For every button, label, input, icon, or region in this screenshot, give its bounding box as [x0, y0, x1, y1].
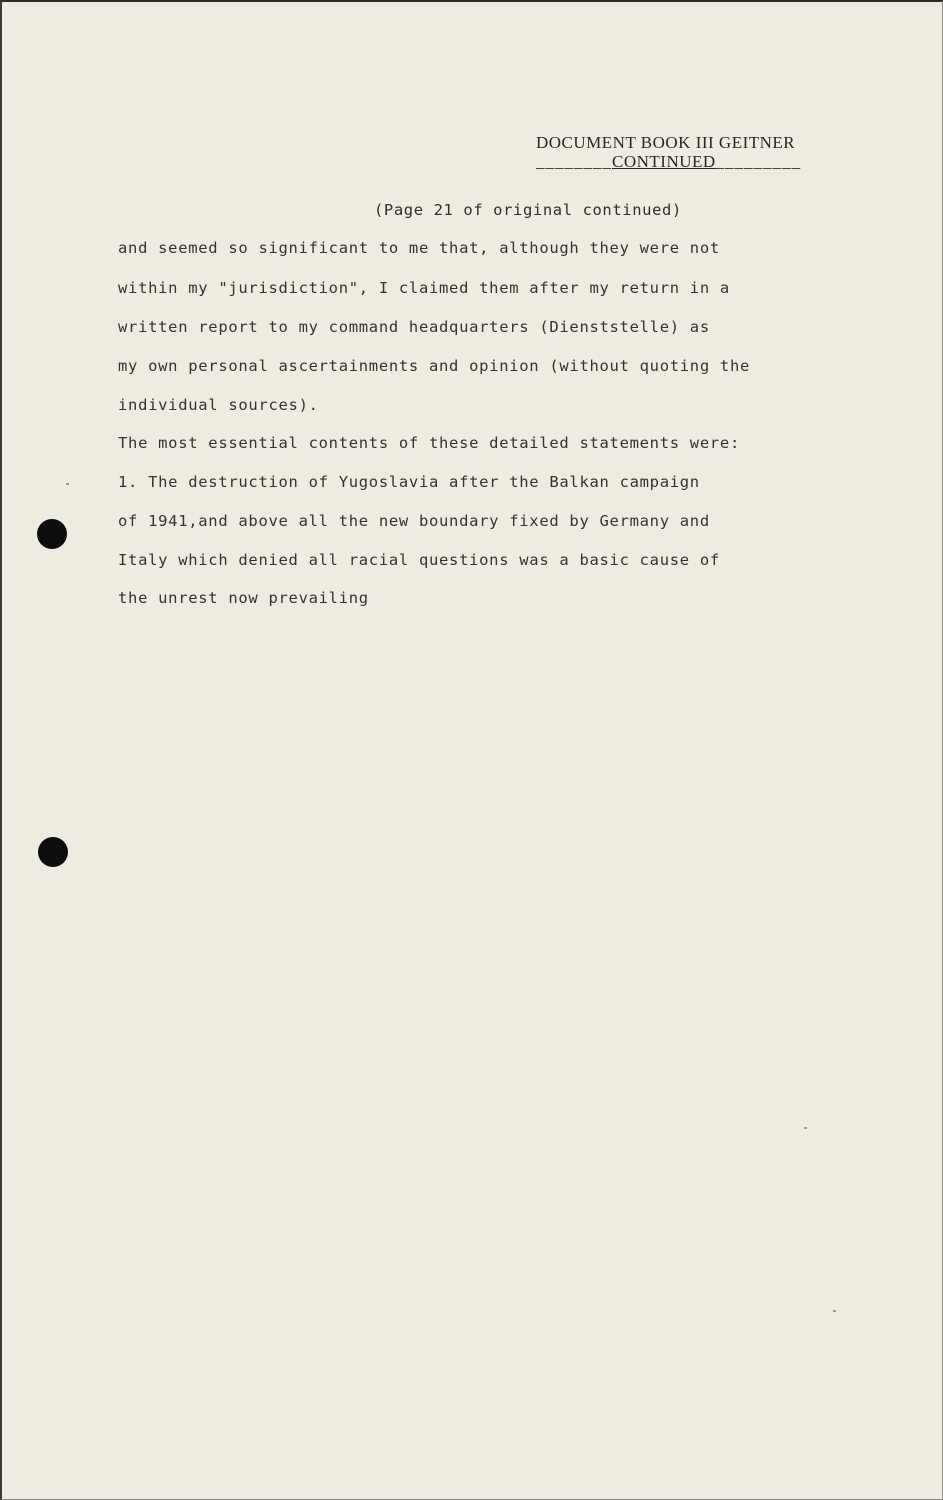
- paper-speck: [66, 483, 69, 485]
- body-line: within my "jurisdiction", I claimed them after my return in a: [118, 279, 730, 297]
- body-line: Italy which denied all racial questions was a basic cause of: [118, 551, 720, 569]
- paper-speck: [804, 1127, 807, 1129]
- page-continuation-note: (Page 21 of original continued): [374, 201, 682, 219]
- body-line: my own personal ascertainments and opinion (without quoting the: [118, 357, 751, 375]
- punch-hole: [38, 837, 68, 867]
- body-line: The most essential contents of these detailed statements were:: [118, 434, 740, 452]
- subtitle-text: CONTINUED: [612, 152, 716, 171]
- document-title: DOCUMENT BOOK III GEITNER: [536, 133, 796, 152]
- body-line: of 1941,and above all the new boundary fixed by Germany and: [118, 512, 710, 530]
- paper-speck: [833, 1310, 836, 1312]
- document-subtitle: [536, 152, 801, 172]
- subtitle-dashes-left: ________: [536, 152, 612, 171]
- subtitle-dashes-right: _________: [715, 152, 802, 171]
- body-line: 1. The destruction of Yugoslavia after the Balkan campaign: [118, 473, 700, 491]
- body-line: and seemed so significant to me that, although they were not: [118, 239, 720, 257]
- body-line: written report to my command headquarters (Dienststelle) as: [118, 318, 710, 336]
- body-line: the unrest now prevailing: [118, 589, 369, 607]
- body-line: individual sources).: [118, 396, 319, 414]
- punch-hole: [37, 519, 67, 549]
